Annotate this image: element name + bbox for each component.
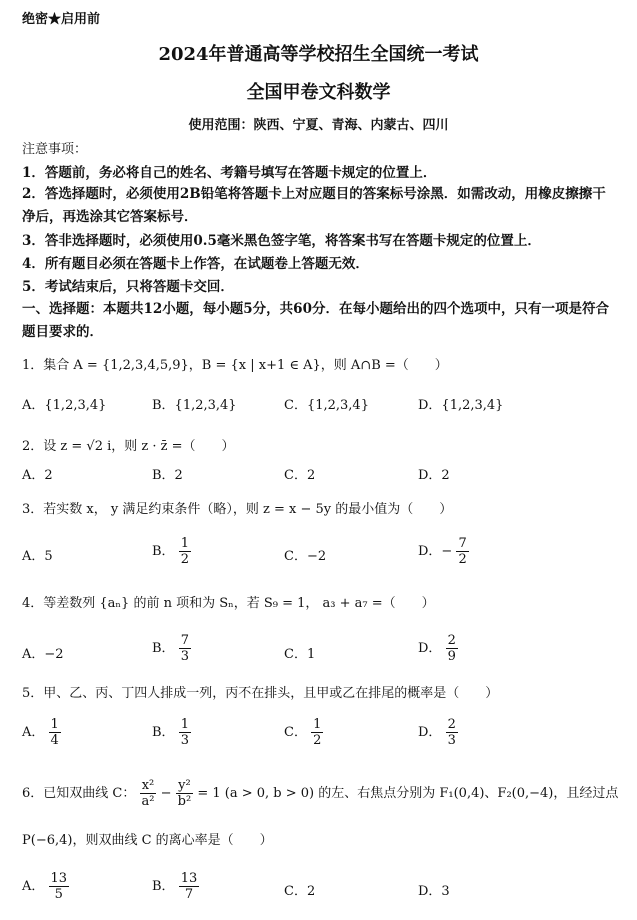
option-b: B．{1,2,3,4}	[152, 398, 237, 413]
option-c: C．−2	[284, 549, 327, 564]
fraction: $\frac{1}{4}$	[50, 717, 59, 748]
option-a: A．−2	[22, 647, 64, 662]
fraction: $\frac{7}{2}$	[458, 536, 467, 567]
fraction: $\frac{2}{3}$	[447, 717, 456, 748]
note-item: 2．答选择题时，必须使用2B铅笔将答题卡上对应题目的答案标号涂黑．如需改动，用橡皮擦擦干净后，再选涂其它答案标号．	[22, 186, 606, 225]
fraction: $\frac{\text{x²}}{\text{a²}}$	[141, 778, 155, 809]
option-b: B． $\frac{1}{3}$	[152, 717, 189, 748]
option-c: C．2	[284, 468, 316, 483]
option-d: D．3	[418, 884, 450, 899]
option-d: D．− $\frac{7}{2}$	[418, 536, 467, 567]
option-c: C．1	[284, 647, 316, 662]
option-b: B．2	[152, 468, 183, 483]
question-stem: 2．设 z = √2 i，则 z · z̄ =（ ）	[22, 439, 235, 454]
exam-subtitle: 全国甲卷文科数学	[246, 82, 391, 103]
option-a: A．5	[22, 549, 53, 564]
fraction: $\frac{\text{y²}}{\text{b²}}$	[177, 778, 192, 809]
fraction: $\frac{7}{3}$	[180, 633, 189, 664]
option-d: D． $\frac{2}{9}$	[418, 633, 456, 664]
option-b: B． $\frac{7}{3}$	[152, 633, 189, 664]
option-d: D．2	[418, 468, 450, 483]
fraction: $\frac{1}{2}$	[180, 536, 189, 567]
option-d: D． $\frac{2}{3}$	[418, 717, 456, 748]
option-a: A． $\frac{1}{4}$	[22, 717, 59, 748]
fraction: $\frac{1}{2}$	[313, 717, 322, 748]
fraction: $\frac{1}{3}$	[180, 717, 189, 748]
note-item: 3．答非选择题时，必须使用0.5毫米黑色签字笔，将答案书写在答题卡规定的位置上．	[22, 233, 541, 249]
question-stem: 3．若实数 x， y 满足约束条件（略），则 z = x − 5y 的最小值为（ ）	[22, 502, 453, 517]
fraction: $\frac{13}{7}$	[180, 871, 198, 902]
option-a: A． $\frac{13}{5}$	[22, 871, 68, 902]
question-stem-continued: P(−6,4)，则双曲线 C 的离心率是（ ）	[22, 833, 273, 848]
option-d: D．{1,2,3,4}	[418, 398, 504, 413]
question-stem: 6．已知双曲线 C： $\frac{\text{x²}}{\text{a²}}$ − $\frac{\text{y²}}{\text{b²}}$ = 1 (a > 0, b > 0) 的左、右焦点分别为 F₁(0,4)、F₂(0,−4)，且经过点	[22, 778, 619, 809]
scope-line: 使用范围：陕西、宁夏、青海、内蒙古、四川	[188, 118, 449, 133]
note-item: 5．考试结束后，只将答题卡交回．	[22, 279, 234, 295]
option-a: A．{1,2,3,4}	[22, 398, 107, 413]
section-header: 一、选择题：本题共12小题，每小题5分，共60分．在每小题给出的四个选项中，只有一项是符合题目要求的．	[22, 301, 609, 340]
option-b: B． $\frac{1}{2}$	[152, 536, 189, 567]
option-b: B． $\frac{13}{7}$	[152, 871, 198, 902]
note-item: 1．答题前，务必将自己的姓名、考籍号填写在答题卡规定的位置上．	[22, 165, 437, 181]
option-c: C．{1,2,3,4}	[284, 398, 369, 413]
secret-label: 绝密★启用前	[22, 12, 101, 27]
notes-heading: 注意事项：	[22, 142, 88, 157]
fraction: $\frac{2}{9}$	[447, 633, 456, 664]
option-c: C．2	[284, 884, 316, 899]
option-c: C． $\frac{1}{2}$	[284, 717, 322, 748]
question-stem: 4．等差数列 {aₙ} 的前 n 项和为 Sₙ，若 S₉ = 1， a₃ + a₇ =（ ）	[22, 596, 435, 611]
note-item: 4．所有题目必须在答题卡上作答，在试题卷上答题无效．	[22, 256, 369, 272]
question-stem: 5．甲、乙、丙、丁四人排成一列，丙不在排头，且甲或乙在排尾的概率是（ ）	[22, 686, 499, 701]
option-a: A．2	[22, 468, 53, 483]
fraction: $\frac{13}{5}$	[50, 871, 68, 902]
exam-title: 2024年普通高等学校招生全国统一考试	[158, 44, 479, 65]
question-stem: 1．集合 A = {1,2,3,4,5,9}，B = {x | x+1 ∈ A}，则 A∩B =（ ）	[22, 358, 448, 373]
